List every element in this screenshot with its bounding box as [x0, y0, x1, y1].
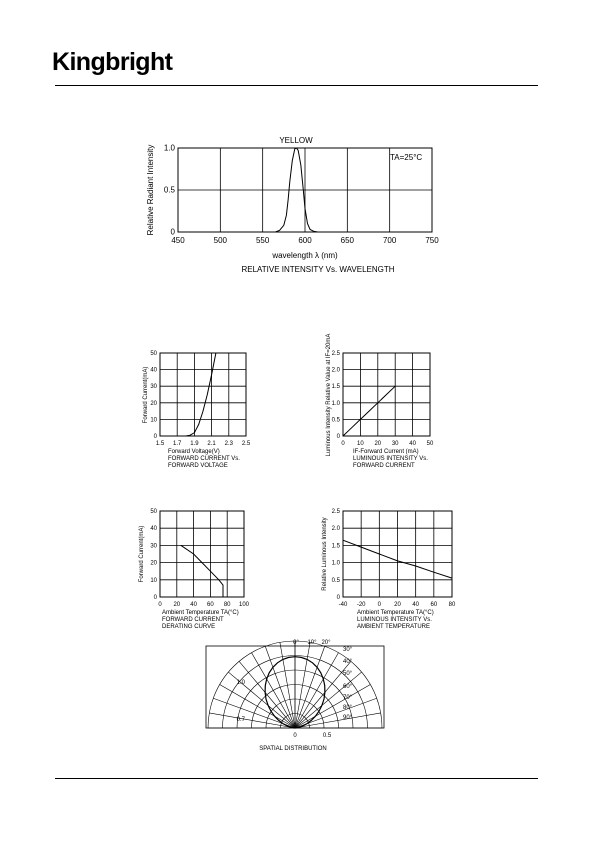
x-tick-label: 1.7	[173, 441, 182, 447]
plot-frame	[160, 353, 246, 436]
x-tick-label: 2.5	[241, 441, 251, 447]
x-tick-label: 2.1	[207, 441, 216, 447]
x-tick-label: 700	[382, 236, 397, 245]
x-tick-label: 20	[394, 602, 401, 608]
x-tick-label: 100	[238, 602, 250, 608]
x-tick-label: 50	[426, 441, 434, 447]
y-tick-label: 1.5	[331, 384, 340, 391]
series-line	[181, 545, 223, 597]
x-tick-label: 0	[341, 441, 345, 447]
y-tick-label: 50	[150, 509, 157, 515]
chart-title-line: FORWARD VOLTAGE	[168, 463, 228, 469]
x-tick-label: 40	[190, 602, 197, 608]
x-tick-label: -20	[356, 602, 366, 608]
angle-label: 70°	[343, 695, 353, 701]
temperature-annotation: TA=25°C	[390, 153, 423, 162]
y-tick-label: 20	[150, 560, 157, 567]
x-tick-label: 0	[377, 602, 382, 608]
x-tick-label: 20	[374, 441, 382, 447]
angle-label: 50°	[343, 671, 353, 677]
x-axis-label: Ambient Temperature TA(°C)	[357, 610, 434, 616]
y-tick-label: 1.0	[331, 560, 340, 567]
x-tick-label: 10	[357, 441, 364, 447]
kingbright-logo: Kingbright	[52, 48, 173, 76]
chart-title-line: AMBIENT TEMPERATURE	[357, 624, 431, 630]
y-axis-label: Forward Current(mA)	[139, 525, 145, 583]
plot-frame	[160, 511, 244, 597]
x-tick-label: 550	[255, 236, 270, 245]
x-tick-label: 1.9	[190, 441, 199, 447]
y-tick-label: 1.0	[331, 400, 340, 407]
x-tick-label: 60	[207, 602, 214, 608]
y-tick-label: 30	[150, 543, 157, 550]
y-tick-label: 10	[150, 577, 157, 584]
y-axis-label: Forward Current(mA)	[143, 366, 149, 424]
chart-title-line: LUMINOUS INTENSITY Vs.	[357, 617, 432, 623]
x-tick-label: 500	[213, 236, 228, 245]
y-axis-label: Relative Radiant Intensity	[146, 144, 155, 236]
spatial-title: SPATIAL DISTRIBUTION	[259, 746, 327, 752]
x-tick-label: 40	[412, 602, 420, 608]
y-tick-label: 0	[153, 434, 157, 440]
y-tick-label: 0.5	[331, 577, 340, 584]
x-tick-label: 60	[430, 602, 438, 608]
y-tick-label: 1.0	[163, 143, 175, 153]
x-axis-label: Forward Voltage(V)	[168, 449, 220, 455]
y-tick-label: 2.0	[331, 367, 340, 374]
y-tick-label: 0	[153, 595, 157, 601]
y-tick-label: 40	[150, 367, 157, 374]
chart-title-line: FORWARD CURRENT	[353, 463, 415, 469]
relative-intensity-label: 0.7	[236, 717, 245, 723]
x-tick-label: 40	[409, 441, 416, 447]
angle-label: 30°	[343, 647, 353, 653]
x-tick-label: 30	[391, 441, 399, 447]
angle-label: 0°	[293, 640, 299, 646]
y-tick-label: 50	[150, 351, 157, 357]
y-tick-label: 20	[150, 400, 157, 407]
chart-title: RELATIVE INTENSITY Vs. WAVELENGTH	[241, 265, 395, 274]
y-tick-label: 2.0	[331, 526, 340, 533]
angle-label: 40°	[343, 659, 353, 665]
chart-title-line: FORWARD CURRENT	[162, 617, 224, 623]
footer-rule	[55, 778, 538, 779]
x-tick-label: 650	[340, 236, 355, 245]
relative-intensity-label: 1.0	[236, 680, 245, 686]
series-label: YELLOW	[279, 136, 313, 145]
y-tick-label: 0.5	[331, 417, 340, 424]
x-tick-label: 80	[223, 602, 231, 608]
x-axis-label: IF-Forward Current (mA)	[353, 449, 419, 455]
x-tick-label: 600	[298, 236, 312, 245]
x-tick-label: 450	[171, 236, 185, 245]
x-tick-label: 20	[173, 602, 181, 608]
chart-title-line: FORWARD CURRENT Vs.	[168, 456, 240, 462]
x-tick-label: 0	[158, 602, 162, 608]
x-tick-label: -40	[338, 602, 348, 608]
x-tick-label: 80	[448, 602, 456, 608]
scale-label: 0.5	[322, 733, 332, 739]
y-tick-label: 0	[170, 227, 175, 237]
y-tick-label: 0	[336, 595, 340, 601]
chart-title-line: LUMINOUS INTENSITY Vs.	[353, 456, 428, 462]
y-axis-label: Relative Luminous Intensity	[322, 517, 328, 591]
angle-label: 10°	[307, 640, 317, 646]
chart-title-line: DERATING CURVE	[162, 624, 216, 630]
x-tick-label: 1.5	[155, 441, 165, 447]
series-line	[343, 386, 395, 436]
x-tick-label: 750	[425, 236, 439, 245]
x-axis-label: wavelength λ (nm)	[272, 251, 338, 260]
angle-label: 90°	[343, 715, 353, 721]
y-tick-label: 1.5	[331, 543, 340, 550]
y-tick-label: 40	[150, 526, 157, 533]
scale-label: 0	[293, 733, 297, 739]
y-tick-label: 10	[150, 417, 157, 424]
y-tick-label: 0.5	[163, 185, 175, 195]
y-tick-label: 2.5	[331, 351, 340, 357]
y-tick-label: 0	[336, 434, 340, 440]
spatial-distribution-plot	[206, 641, 384, 728]
x-tick-label: 2.3	[224, 441, 233, 447]
angle-label: 20°	[321, 640, 331, 646]
series-line	[177, 353, 216, 436]
y-axis-label: Luminous Intensity Relative Value at IF=20mA	[326, 333, 332, 457]
angle-label: 60°	[343, 684, 353, 690]
y-tick-label: 30	[150, 384, 157, 391]
y-tick-label: 2.5	[331, 509, 340, 515]
x-axis-label: Ambient Temperature TA(°C)	[162, 610, 239, 616]
angle-label: 80°	[343, 705, 353, 711]
